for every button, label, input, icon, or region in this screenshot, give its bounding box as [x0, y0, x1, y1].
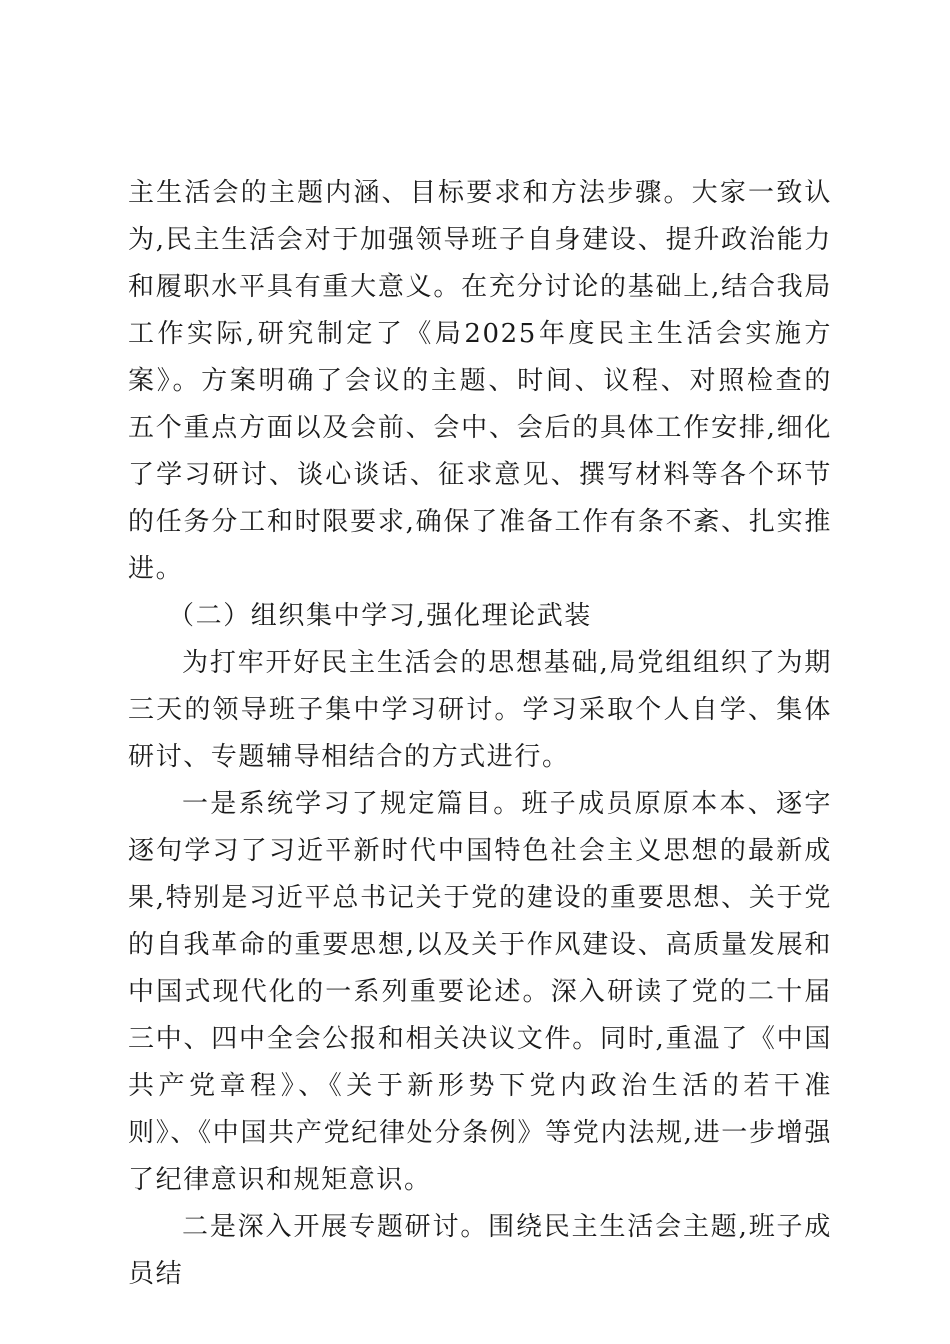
paragraph-point-one: 一是系统学习了规定篇目。班子成员原原本本、逐字逐句学习了习近平新时代中国特色社会主义思想的最新成果,特别是习近平总书记关于党的建设的重要思想、关于党的自我革命的重要思想,以及关于作风建设、高质量发展和中国式现代化的一系列重要论述。深入研读了党的二十届三中、四中全会公报和相关决议文件。同时,重温了《中国共产党章程》、《关于新形势下党内政治生活的若干准则》、《中国共产党纪律处分条例》等党内法规,进一步增强了纪律意识和规矩意识。 [128, 789, 832, 1195]
paragraph-continuation: 主生活会的主题内涵、目标要求和方法步骤。大家一致认为,民主生活会对于加强领导班子自身建设、提升政治能力和履职水平具有重大意义。在充分讨论的基础上,结合我局工作实际,研究制定了《局2025年度民主生活会实施方案》。方案明确了会议的主题、时间、议程、对照检查的五个重点方面以及会前、会中、会后的具体工作安排,细化了学习研讨、谈心谈话、征求意见、撰写材料等各个环节的任务分工和时限要求,确保了准备工作有条不紊、扎实推进。 [128, 178, 832, 584]
section-heading: （二）组织集中学习,强化理论武装 [168, 601, 592, 631]
paragraph-intro: 为打牢开好民主生活会的思想基础,局党组组织了为期三天的领导班子集中学习研讨。学习采取个人自学、集体研讨、专题辅导相结合的方式进行。 [128, 648, 832, 772]
document-body [128, 170, 832, 1298]
paragraph-point-two: 二是深入开展专题研讨。围绕民主生活会主题,班子成员结 [128, 1212, 832, 1289]
